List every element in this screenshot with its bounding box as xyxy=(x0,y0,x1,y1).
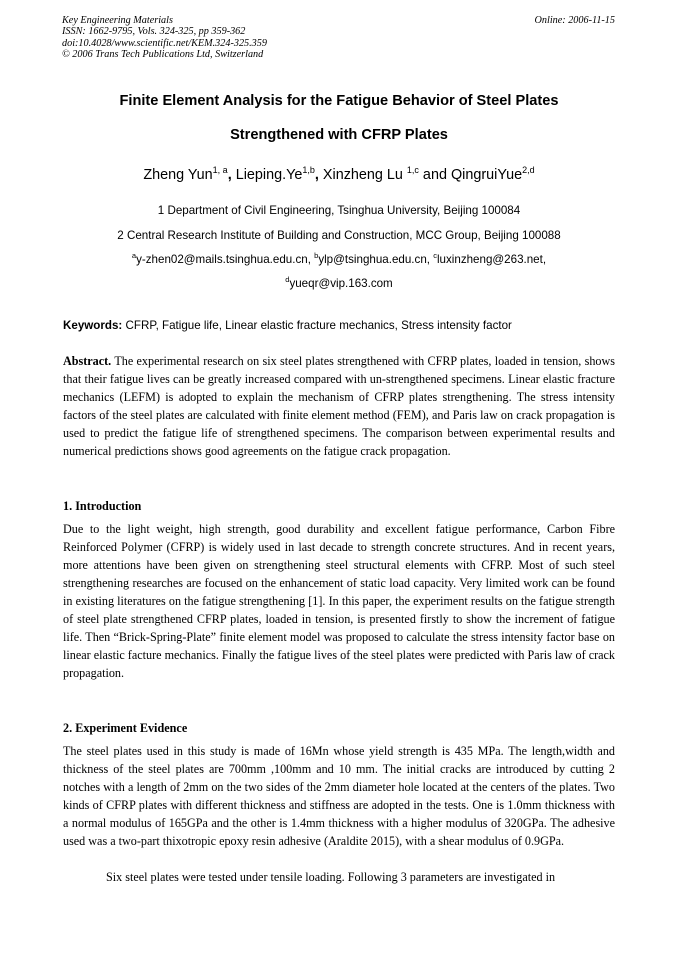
abstract-text: The experimental research on six steel plates strengthened with CFRP plates, loaded in tension, shows that their fatigue lives can be greatly increased compared with un-strengthened specimens. Linear elastic fracture mechanics (LEFM) is adopted to explain the mechanism of CFRP plates strengthening. The stress intensity factors of the steel plates are calculated with finite element method (FEM), and Paris law on crack propagation is used to predict the fatigue life of strengthened specimens. The comparison between experimental results and numerical predictions shows good agreements on the fatigue crack propagation. xyxy=(63,354,615,458)
affiliation-1: 1 Department of Civil Engineering, Tsinghua University, Beijing 100084 xyxy=(157,204,521,217)
author-name: QingruiYue xyxy=(450,167,523,183)
email-line-2 xyxy=(40,276,638,291)
introduction-paragraph: Due to the light weight, high strength, good durability and excellent fatigue performance, Carbon Fibre Reinforced Polymer (CFRP) is widely used in last decade to strength concrete structures. And in recent years, more attentions have been given on strengthening steel structural elements with CFRP. Most of such steel strengthening researches are focused on the enhancement of static load capacity. Very limited work can be found in existing literatures on the fatigue strengthening [1]. In this paper, the experiment results on the fatigue strength of steel plate strengthened CFRP plates, loaded in tension, is presented firstly to show the increment of fatigue life. Then “Brick-Spring-Plate” finite element model was proposed to calculate the stress intensity factor base on linear elastic facture mechanics. Finally the fatigue lives of the steel plates were predicted with Paris law of crack propagation. xyxy=(63,522,615,680)
author-separator: , xyxy=(314,167,323,183)
keywords-label: Keywords: xyxy=(63,319,123,332)
author-affil-mark: 2,d xyxy=(522,165,535,175)
section-heading-experiment: 2. Experiment Evidence xyxy=(63,721,188,735)
email-address: yueqr@vip.163.com xyxy=(289,277,393,290)
email-mark: b xyxy=(314,251,319,260)
journal-name: Key Engineering Materials xyxy=(62,15,173,26)
affiliation-2: 2 Central Research Institute of Building and Construction, MCC Group, Beijing 100088 xyxy=(117,229,561,242)
email-address: luxinzheng@263.net, xyxy=(436,253,547,266)
keywords-text: CFRP, Fatigue life, Linear elastic fracture mechanics, Stress intensity factor xyxy=(122,319,512,332)
email-address: ylp@tsinghua.edu.cn, xyxy=(318,253,434,266)
experiment-paragraph-2: Six steel plates were tested under tensile loading. Following 3 parameters are investigated in xyxy=(106,870,556,884)
author-list xyxy=(40,165,638,185)
author-name: Lieping.Ye xyxy=(235,167,303,183)
experiment-paragraph: The steel plates used in this study is made of 16Mn whose yield strength is 435 MPa. The length,width and thickness of the steel plates are 700mm ,100mm and 10 mm. The initial cracks are introduced by cutting 2 notches with a length of 2mm on the two sides of the 2mm diameter hole located at the centers of the plates. Two kinds of CFRP plates with different thickness and stiffness are adopted in the tests. One is 1.0mm thickness with a normal modulus of 165GPa and the other is 1.4mm thickness with a higher modulus of 320GPa. The adhesive used was a two-part thixotropic epoxy resin adhesive (Araldite 2015), with a shear modulus of 0.9GPa. xyxy=(63,744,615,848)
abstract-label: Abstract. xyxy=(63,354,112,368)
issn-line: ISSN: 1662-9795, Vols. 324-325, pp 359-362 xyxy=(62,26,246,38)
section-heading-introduction: 1. Introduction xyxy=(63,499,142,513)
copyright-line: © 2006 Trans Tech Publications Ltd, Switzerland xyxy=(62,49,264,61)
paper-title-line-2: Strengthened with CFRP Plates xyxy=(230,127,448,143)
author-affil-mark: 1, a xyxy=(212,165,228,175)
author-separator: , xyxy=(227,167,236,183)
email-line xyxy=(40,252,638,267)
email-mark: a xyxy=(131,251,137,260)
abstract xyxy=(63,352,615,460)
author-name: Zheng Yun xyxy=(143,167,213,183)
author-separator: and xyxy=(418,167,451,183)
online-date: Online: 2006-11-15 xyxy=(534,15,615,26)
author-affil-mark: 1,b xyxy=(302,165,315,175)
doi-line: doi:10.4028/www.scientific.net/KEM.324-325.359 xyxy=(62,37,267,49)
journal-header xyxy=(62,15,267,61)
email-address: y-zhen02@mails.tsinghua.edu.cn, xyxy=(136,253,315,266)
email-mark: d xyxy=(285,275,290,284)
author-affil-mark: 1,c xyxy=(406,165,419,175)
author-name: Xinzheng Lu xyxy=(322,167,407,183)
paper-title-line-1: Finite Element Analysis for the Fatigue Behavior of Steel Plates xyxy=(119,93,559,109)
keywords xyxy=(63,318,615,333)
email-mark: c xyxy=(433,251,437,260)
